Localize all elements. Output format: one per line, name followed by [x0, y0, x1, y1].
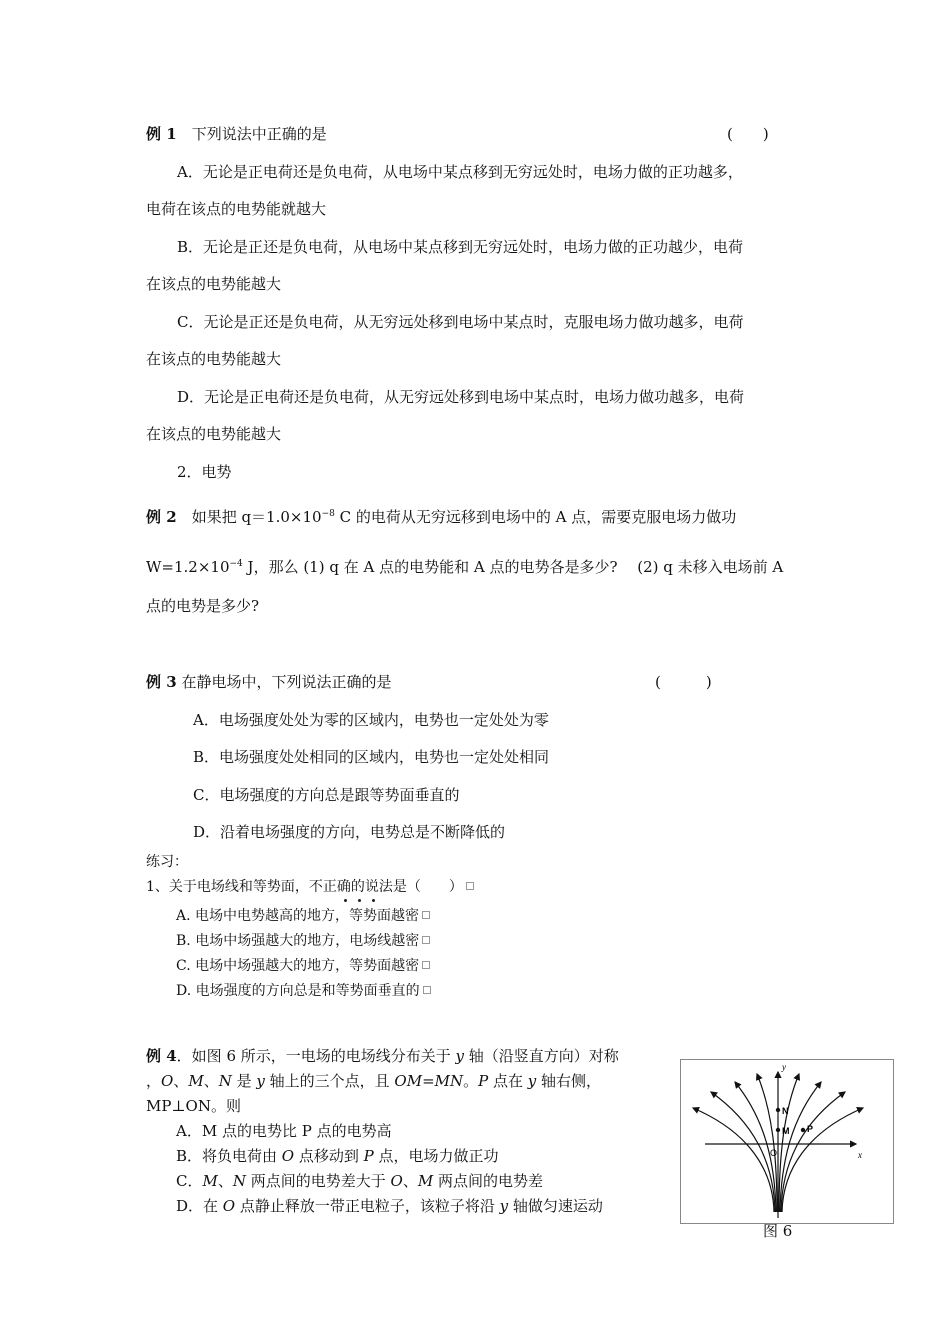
ex2-text-2b: J，那么 (1) q 在 A 点的电势能和 A 点的电势各是多少? (2) q 未移入电场前 A [242, 558, 784, 576]
field-line [782, 1108, 863, 1212]
x-axis-label: x [858, 1150, 862, 1160]
ex4-text: 是 [231, 1072, 257, 1090]
practice-option-c-text: C. 电场中场强越大的地方，等势面越密 [176, 958, 420, 974]
ex2-exp-2: −4 [229, 559, 243, 569]
ex4-line3: MP⊥ON。则 [146, 1097, 241, 1115]
ex4-var: N [232, 1172, 246, 1190]
ex1-option-c-line2: 在该点的电势能越大 [146, 350, 282, 368]
ex4-text: 点，电场力做正功 [373, 1147, 499, 1165]
practice-option-b [176, 931, 430, 951]
ex4-text: D．在 [176, 1197, 223, 1215]
ex1-option-b-line1: B．无论是正还是负电荷，从电场中某点移到无穷远处时，电场力做的正功越少，电荷 [177, 238, 744, 256]
ex3-stem: 在静电场中，下列说法正确的是 [181, 673, 392, 691]
ex2-line1 [146, 507, 736, 527]
ex1-option-d-line1: D．无论是正电荷还是负电荷，从无穷远处移到电场中某点时，电场力做功越多，电荷 [177, 388, 745, 406]
ex3-option-d: D．沿着电场强度的方向，电势总是不断降低的 [193, 823, 506, 841]
emphasis-dot [372, 899, 375, 902]
ex4-label: 例 4 [146, 1047, 177, 1065]
practice-option-d-text: D. 电场强度的方向总是和等势面垂直的 [176, 983, 420, 999]
ex2-line2 [146, 557, 783, 577]
ex4-text: ．如图 6 所示，一电场的电场线分布关于 [176, 1047, 456, 1065]
paragraph-mark-icon [422, 911, 430, 919]
field-line [735, 1082, 776, 1212]
ex4-option-b [176, 1146, 499, 1166]
ex3-option-a: A．电场强度处处为零的区域内，电势也一定处处为零 [193, 711, 549, 729]
ex4-line1 [146, 1046, 619, 1066]
ex1-option-b-line2: 在该点的电势能越大 [146, 275, 282, 293]
ex4-text: 轴（沿竖直方向）对称 [464, 1047, 619, 1065]
point-m-label: M [782, 1126, 790, 1136]
ex4-text: 、 [203, 1072, 219, 1090]
ex1-answer-bracket: ( ) [727, 125, 769, 143]
figure-6-field-lines [680, 1059, 894, 1224]
ex4-text: 、 [402, 1172, 418, 1190]
point-n-marker [776, 1108, 780, 1112]
field-lines-diagram [681, 1060, 893, 1223]
practice-option-d [176, 981, 431, 1001]
ex3-option-c: C．电场强度的方向总是跟等势面垂直的 [193, 786, 460, 804]
ex2-text-1b: C 的电荷从无穷远移到电场中的 A 点，需要克服电场力做功 [334, 508, 737, 526]
ex2-text-2a: W=1.2×10 [146, 558, 230, 576]
ex4-text: 点在 [488, 1072, 528, 1090]
ex4-option-d [176, 1196, 603, 1216]
ex1-stem: 下列说法中正确的是 [191, 125, 327, 143]
ex1-option-d-line2: 在该点的电势能越大 [146, 425, 282, 443]
ex4-text: 轴上的三个点，且 [264, 1072, 395, 1090]
ex4-text: 点静止释放一带正电粒子，该粒子将沿 [235, 1197, 500, 1215]
ex4-text: 两点间的电势差 [433, 1172, 543, 1190]
ex3-answer-bracket: ( ) [655, 673, 712, 691]
ex4-var: M [188, 1072, 204, 1090]
ex4-var: O [161, 1072, 174, 1090]
emphasis-dot [358, 899, 361, 902]
practice-option-a-text: A. 电场中电势越高的地方，等势面越密 [176, 908, 420, 924]
ex1-option-c-line1: C．无论是正还是负电荷，从无穷远处移到电场中某点时，克服电场力做功越多，电荷 [177, 313, 744, 331]
paragraph-mark-icon [422, 961, 430, 969]
ex4-text: 、 [217, 1172, 233, 1190]
practice-option-a [176, 906, 430, 926]
paragraph-mark-icon [423, 986, 431, 994]
point-n-label: N [782, 1106, 789, 1116]
ex4-text: B．将负电荷由 [176, 1147, 282, 1165]
practice-option-c [176, 956, 430, 976]
ex4-option-a: A．M 点的电势比 P 点的电势高 [176, 1122, 392, 1140]
ex4-var: y [527, 1072, 537, 1090]
ex4-text: 两点间的电势差大于 [245, 1172, 391, 1190]
y-axis-label: y [782, 1062, 786, 1072]
ex1-option-a-line1: A．无论是正电荷还是负电荷，从电场中某点移到无穷远处时，电场力做的正功越多， [177, 163, 743, 181]
figure-caption: 图 6 [763, 1222, 793, 1240]
ex3-label: 例 3 [146, 673, 177, 691]
practice-title: 练习： [146, 854, 188, 870]
ex4-text: 点移动到 [294, 1147, 364, 1165]
ex4-var: OM=MN [394, 1072, 464, 1090]
ex4-var: O [222, 1197, 236, 1215]
ex4-var: P [363, 1147, 374, 1165]
ex3-option-b: B．电场强度处处相同的区域内，电势也一定处处相同 [193, 748, 550, 766]
origin-label: O [770, 1148, 778, 1158]
point-p-label: P [807, 1124, 814, 1134]
ex2-exp-1: −8 [321, 509, 335, 519]
ex4-text: ， [146, 1072, 162, 1090]
ex4-var: M [202, 1172, 218, 1190]
paragraph-mark-icon [466, 882, 474, 890]
ex4-var: y [256, 1072, 265, 1090]
ex4-var: P [478, 1072, 489, 1090]
ex4-var: M [417, 1172, 434, 1190]
ex4-text: 、 [173, 1072, 189, 1090]
ex1-option-a-line2: 电荷在该点的电势能就越大 [146, 200, 327, 218]
practice-q1-text: 1、关于电场线和等势面，不正确的说法是（ ） [146, 879, 463, 895]
section-heading-potential: 2．电势 [177, 463, 232, 481]
ex4-var: y [455, 1047, 465, 1065]
ex3-stem-line [146, 672, 391, 692]
field-line [693, 1108, 774, 1212]
ex2-label: 例 2 [146, 508, 177, 526]
point-m-marker [776, 1128, 780, 1132]
field-line [711, 1092, 778, 1212]
ex2-text-1a: 如果把 q＝1.0×10 [191, 508, 322, 526]
ex4-text: 轴右侧， [536, 1072, 602, 1090]
emphasis-dot [344, 899, 347, 902]
ex4-text: 轴做匀速运动 [508, 1197, 603, 1215]
ex4-var: N [218, 1072, 232, 1090]
practice-option-b-text: B. 电场中场强越大的地方，电场线越密 [176, 933, 420, 949]
ex1-stem-line [146, 124, 327, 144]
point-p-marker [801, 1128, 805, 1132]
field-line [780, 1082, 821, 1212]
ex4-text: 。 [463, 1072, 479, 1090]
ex4-line2 [146, 1071, 601, 1091]
ex4-var: O [390, 1172, 403, 1190]
ex1-label: 例 1 [146, 125, 177, 143]
ex4-option-c: C．M、N 两点间的电势差大于 O、M 两点间的电势差 [176, 1172, 543, 1190]
ex4-var: O [281, 1147, 295, 1165]
paragraph-mark-icon [422, 936, 430, 944]
ex2-line3: 点的电势是多少? [146, 597, 260, 615]
field-line [781, 1092, 845, 1212]
practice-q1 [146, 877, 474, 897]
ex4-var: y [499, 1197, 509, 1215]
